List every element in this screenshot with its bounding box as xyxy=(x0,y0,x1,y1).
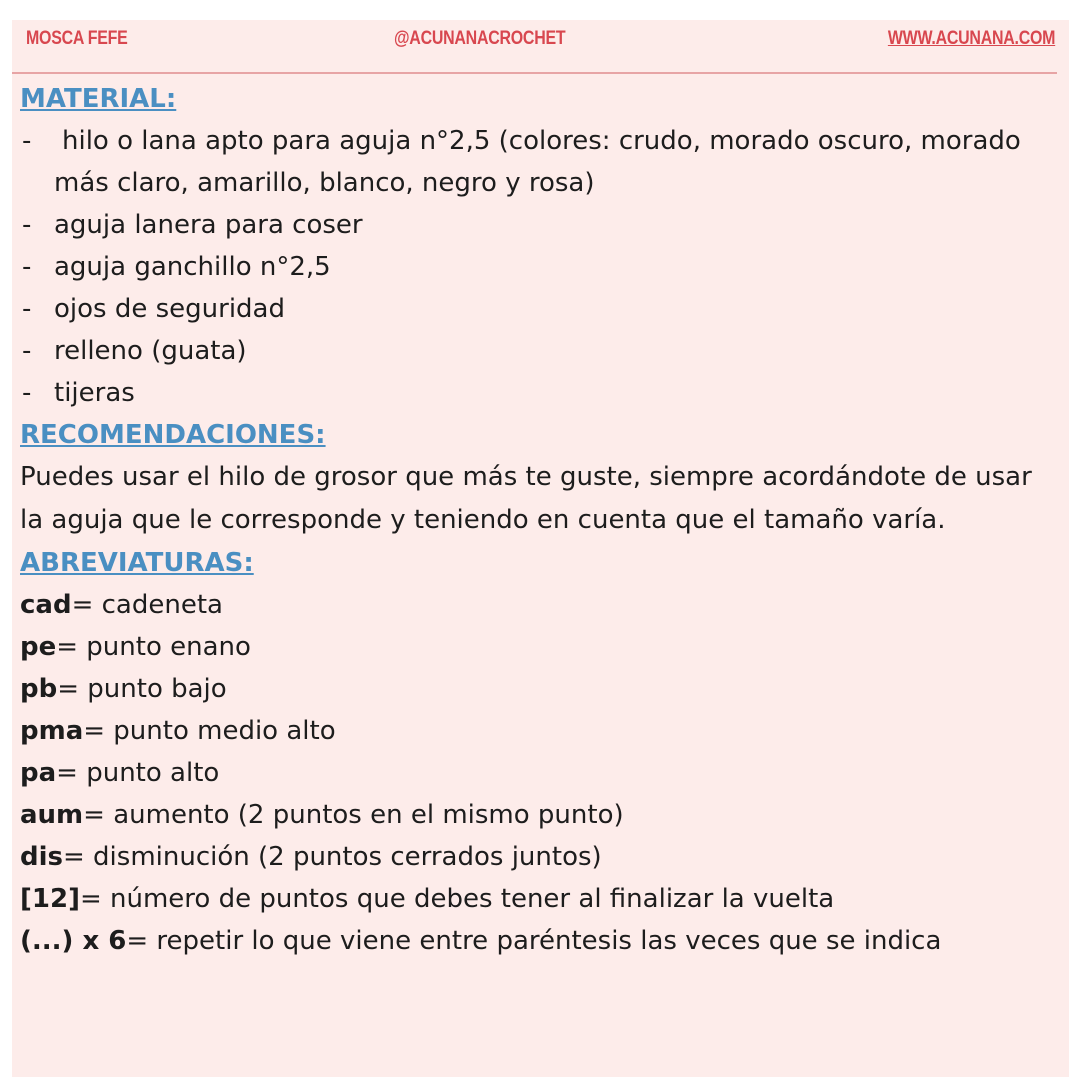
abbreviation-term: dis xyxy=(20,842,63,872)
abbreviation-definition: = disminución (2 puntos cerrados juntos) xyxy=(63,842,602,872)
abbreviation-term: pe xyxy=(20,632,57,662)
pattern-page xyxy=(12,20,1069,1077)
abbreviation-item xyxy=(20,710,1050,752)
material-item-text: tijeras xyxy=(54,378,135,408)
recommendations-text: Puedes usar el hilo de grosor que más te guste, siempre acordándote de usar la aguja que le corresponde y teniendo en cuenta que el tamaño varía. xyxy=(20,462,1032,535)
dash-icon: - xyxy=(22,336,32,366)
material-item xyxy=(20,120,1050,204)
abbreviation-definition: = punto alto xyxy=(56,758,220,788)
abbreviation-item xyxy=(20,794,1050,836)
page-content xyxy=(20,78,1050,962)
pattern-name: MOSCA FEFE xyxy=(26,28,128,49)
material-title: MATERIAL: xyxy=(20,84,177,114)
abbreviations-title: ABREVIATURAS: xyxy=(20,548,254,578)
page-header xyxy=(12,20,1057,74)
abbreviation-term: pb xyxy=(20,674,58,704)
material-item-text: aguja ganchillo n°2,5 xyxy=(54,252,331,282)
dash-icon: - xyxy=(22,252,32,282)
material-list xyxy=(20,120,1050,414)
recommendations-title: RECOMENDACIONES: xyxy=(20,420,326,450)
website-link[interactable]: WWW.ACUNANA.COM xyxy=(887,28,1055,49)
abbreviation-definition: = repetir lo que viene entre paréntesis las veces que se indica xyxy=(126,926,942,956)
abbreviation-definition: = número de puntos que debes tener al finalizar la vuelta xyxy=(79,884,835,914)
material-item-text: ojos de seguridad xyxy=(54,294,285,324)
abbreviation-definition: = cadeneta xyxy=(71,590,223,620)
abbreviations-list xyxy=(20,584,1050,962)
material-item xyxy=(20,372,1050,414)
instagram-handle: @ACUNANACROCHET xyxy=(394,28,566,49)
dash-icon: - xyxy=(22,210,32,240)
material-item-text: aguja lanera para coser xyxy=(54,210,363,240)
abbreviation-term: aum xyxy=(20,800,84,830)
material-item-text: relleno (guata) xyxy=(54,336,247,366)
abbreviation-definition: = punto bajo xyxy=(57,674,227,704)
abbreviation-term: (...) x 6 xyxy=(20,926,127,956)
abbreviation-definition: = punto medio alto xyxy=(83,716,336,746)
abbreviation-term: pa xyxy=(20,758,57,788)
abbreviation-item xyxy=(20,752,1050,794)
material-item xyxy=(20,330,1050,372)
dash-icon: - xyxy=(22,378,32,408)
abbreviation-definition: = aumento (2 puntos en el mismo punto) xyxy=(83,800,624,830)
material-item-text: hilo o lana apto para aguja n°2,5 (colores: crudo, morado oscuro, morado más claro, amarillo, blanco, negro y rosa) xyxy=(54,126,1021,198)
abbreviation-term: pma xyxy=(20,716,84,746)
material-item xyxy=(20,288,1050,330)
material-item xyxy=(20,246,1050,288)
abbreviation-item xyxy=(20,668,1050,710)
abbreviation-item xyxy=(20,584,1050,626)
abbreviation-item xyxy=(20,836,1050,878)
dash-icon: - xyxy=(22,294,32,324)
abbreviation-item xyxy=(20,626,1050,668)
abbreviation-term: [12] xyxy=(20,884,80,914)
abbreviation-item xyxy=(20,920,1050,962)
abbreviation-definition: = punto enano xyxy=(56,632,251,662)
dash-icon: - xyxy=(22,126,32,156)
abbreviation-term: cad xyxy=(20,590,72,620)
material-item xyxy=(20,204,1050,246)
abbreviation-item xyxy=(20,878,1050,920)
